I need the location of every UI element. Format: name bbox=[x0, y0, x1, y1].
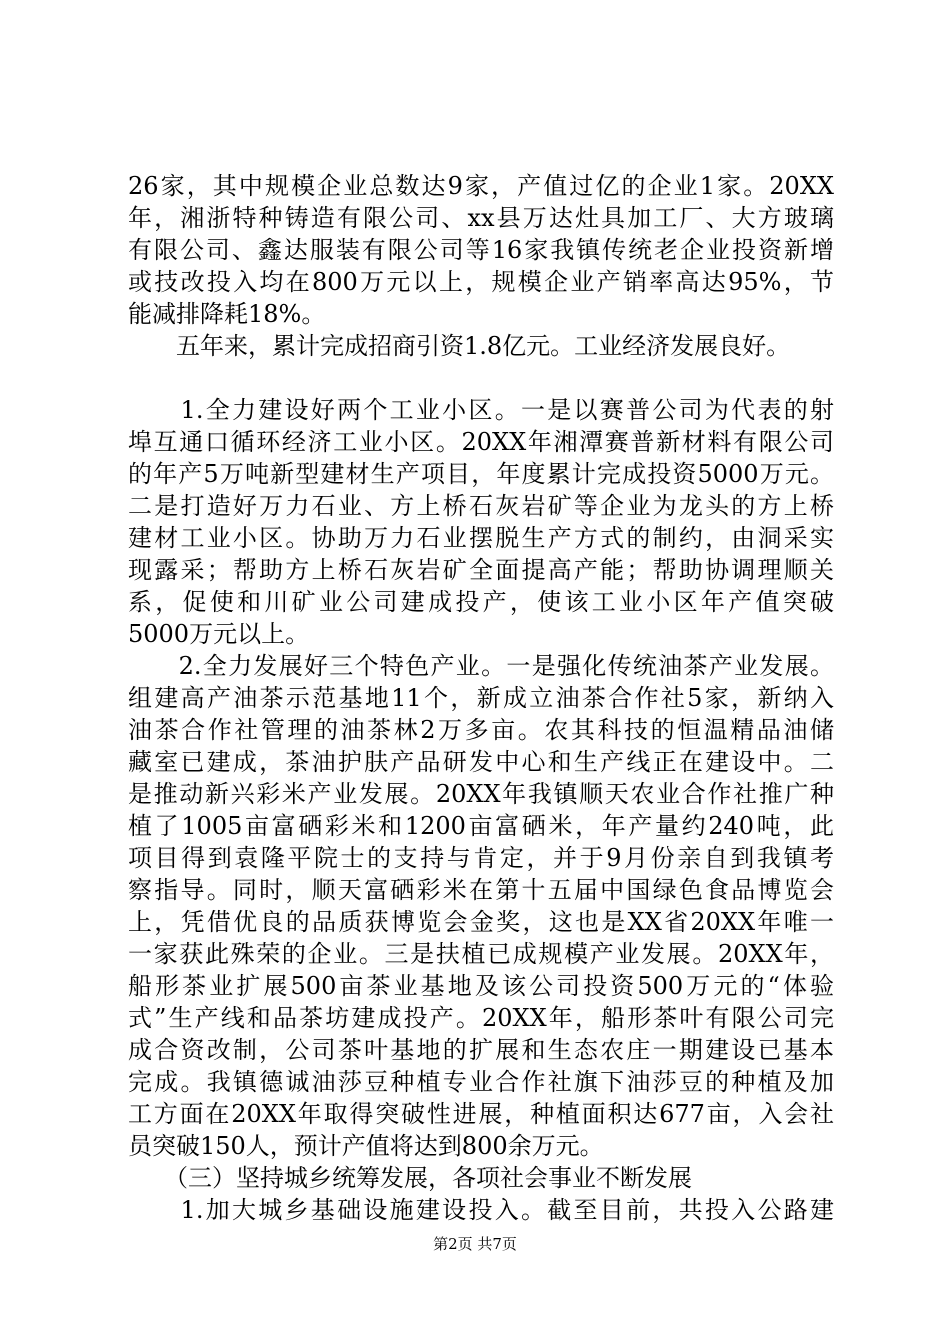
paragraph-line: 植了1005亩富硒彩米和1200亩富硒米，年产量约240吨，此 bbox=[128, 812, 834, 840]
paragraph-line: 藏室已建成，茶油护肤产品研发中心和生产线正在建设中。二 bbox=[128, 748, 834, 776]
paragraph-line: 26家，其中规模企业总数达9家，产值过亿的企业1家。20XX bbox=[128, 172, 834, 200]
paragraph-line: 埠互通口循环经济工业小区。20XX年湘潭赛普新材料有限公司 bbox=[128, 428, 834, 456]
blank-line bbox=[128, 362, 834, 394]
paragraph-line: 船形茶业扩展500亩茶业基地及该公司投资500万元的“体验 bbox=[128, 972, 834, 1000]
paragraph-line: 或技改投入均在800万元以上，规模企业产销率高达95%，节 bbox=[128, 268, 834, 296]
paragraph-line: 二是打造好万力石业、方上桥石灰岩矿等企业为龙头的方上桥 bbox=[128, 492, 834, 520]
paragraph-line: 建材工业小区。协助万力石业摆脱生产方式的制约，由洞采实 bbox=[128, 524, 834, 552]
paragraph-line: 年，湘浙特种铸造有限公司、xx县万达灶具加工厂、大方玻璃 bbox=[128, 204, 834, 232]
paragraph-line: 五年来，累计完成招商引资1.8亿元。工业经济发展良好。 bbox=[128, 332, 791, 360]
paragraph-line: 完成。我镇德诚油莎豆种植专业合作社旗下油莎豆的种植及加 bbox=[128, 1068, 834, 1096]
paragraph-line: 系，促使和川矿业公司建成投产，使该工业小区年产值突破 bbox=[128, 588, 834, 616]
paragraph-line: 油茶合作社管理的油茶林2万多亩。农其科技的恒温精品油储 bbox=[128, 716, 834, 744]
paragraph-line: 员突破150人，预计产值将达到800余万元。 bbox=[128, 1132, 604, 1160]
paragraph-line: 有限公司、鑫达服装有限公司等16家我镇传统老企业投资新增 bbox=[128, 236, 834, 264]
paragraph-line: 组建高产油茶示范基地11个，新成立油茶合作社5家，新纳入 bbox=[128, 684, 834, 712]
paragraph-line: 是推动新兴彩米产业发展。20XX年我镇顺天农业合作社推广种 bbox=[128, 780, 834, 808]
paragraph-line: 5000万元以上。 bbox=[128, 620, 310, 648]
paragraph-line: 项目得到袁隆平院士的支持与肯定，并于9月份亲自到我镇考 bbox=[128, 844, 834, 872]
paragraph-line: 现露采；帮助方上桥石灰岩矿全面提高产能；帮助协调理顺关 bbox=[128, 556, 834, 584]
paragraph-line: 能减排降耗18%。 bbox=[128, 300, 326, 328]
paragraph-line: 察指导。同时，顺天富硒彩米在第十五届中国绿色食品博览会 bbox=[128, 876, 834, 904]
paragraph-line: 1.全力建设好两个工业小区。一是以赛普公司为代表的射 bbox=[128, 396, 834, 424]
paragraph-line: 2.全力发展好三个特色产业。一是强化传统油茶产业发展。 bbox=[128, 652, 834, 680]
paragraph-line: 成合资改制，公司茶叶基地的扩展和生态农庄一期建设已基本 bbox=[128, 1036, 834, 1064]
paragraph-line: 的年产5万吨新型建材生产项目，年度累计完成投资5000万元。 bbox=[128, 460, 834, 488]
paragraph-line: 上，凭借优良的品质获博览会金奖，这也是XX省20XX年唯一 bbox=[128, 908, 834, 936]
page-footer: 第2页 共7页 bbox=[433, 1235, 517, 1253]
paragraph-line: 1.加大城乡基础设施建设投入。截至目前，共投入公路建 bbox=[128, 1196, 834, 1224]
paragraph-line: 式”生产线和品茶坊建成投产。20XX年，船形茶叶有限公司完 bbox=[128, 1004, 834, 1032]
paragraph-line: 工方面在20XX年取得突破性进展，种植面积达677亩，入会社 bbox=[128, 1100, 834, 1128]
paragraph-line: 一家获此殊荣的企业。三是扶植已成规模产业发展。20XX年， bbox=[128, 940, 834, 968]
document-body bbox=[128, 170, 834, 1226]
paragraph-line: （三）坚持城乡统筹发展，各项社会事业不断发展 bbox=[128, 1164, 692, 1192]
